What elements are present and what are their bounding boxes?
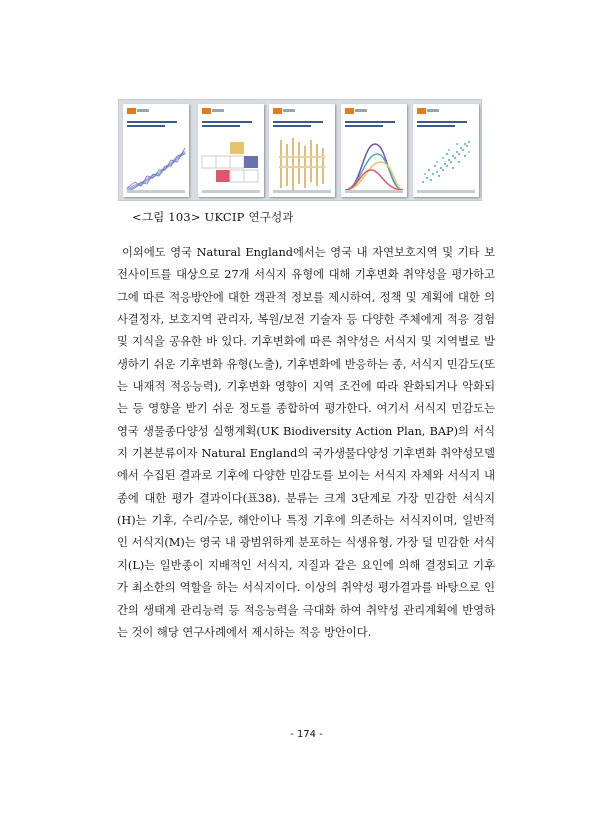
body-text bbox=[117, 242, 495, 644]
scatter-thumbnail bbox=[413, 104, 479, 197]
cover-briefing-report bbox=[341, 104, 407, 197]
curves-thumbnail bbox=[341, 104, 407, 197]
figure-caption: <그림 103> UKCIP 연구성과 bbox=[132, 210, 294, 224]
cover-weather-generator bbox=[269, 104, 335, 197]
report-covers bbox=[121, 104, 481, 198]
cover-marine-projections bbox=[413, 104, 479, 197]
grid-thumbnail bbox=[198, 104, 264, 197]
line-plot-thumbnail bbox=[123, 104, 189, 197]
cover-scenarios-report bbox=[123, 104, 189, 197]
paragraph: 이외에도 영국 Natural England에서는 영국 내 자연보호지역 및 기타 보전사이트를 대상으로 27개 서식지 유형에 대해 기후변화 취약성을 평가하고 그에 따른 적응방안에 대한 객관적 정보를 제시하여, 정책 및 계획에 대한 의사결정자, 보호지역 관리자, 복원/보전 기술자 등 다양한 주체에게 적응 경험 및 지식을 공유한 바 있다. 기후변화에 따른 취약성은 서식지 및 지역별로 발생하기 쉬운 기후변화 유형(노출), 기후변화에 반응하는 종, 서식지 민감도(또는 내재적 적응능력), 기후변화 영향이 지역 조건에 따라 완화되거나 악화되는 등 영향을 받기 쉬운 정도를 종합하여 평가한다. 여기서 서식지 민감도는 영국 생물종다양성 실행계획(UK Biodiversity Action Plan, BAP)의 서식지 기본분류이자 Natural England의 국가생물다양성 기후변화 취약성모델에서 수집된 결과로 기후에 다양한 민감도를 보이는 서식지 자체와 서식지 내 종에 대한 평가 결과이다(표38). 분류는 크게 3단계로 가장 민감한 서식지(H)는 기후, 수리/수문, 해안이나 특정 기후에 의존하는 서식지이며, 일반적인 서식지(M)는 영국 내 광범위하게 분포하는 식생유형, 가장 덜 민감한 서식지(L)는 일반종이 지배적인 서식지, 지질과 같은 요인에 의해 결정되고 기후가 최소한의 역할을 하는 서식지이다. 이상의 취약성 평가결과를 바탕으로 인간의 생태계 관리능력 등 적응능력을 극대화 하여 취약성 관리계획에 반영하는 것이 해당 연구사례에서 제시하는 적응 방안이다. bbox=[117, 246, 495, 639]
ukcip-outputs-figure bbox=[118, 99, 482, 201]
cover-probabilistic-projections bbox=[198, 104, 264, 197]
bars-thumbnail bbox=[269, 104, 335, 197]
page-number: - 174 - bbox=[290, 729, 323, 740]
